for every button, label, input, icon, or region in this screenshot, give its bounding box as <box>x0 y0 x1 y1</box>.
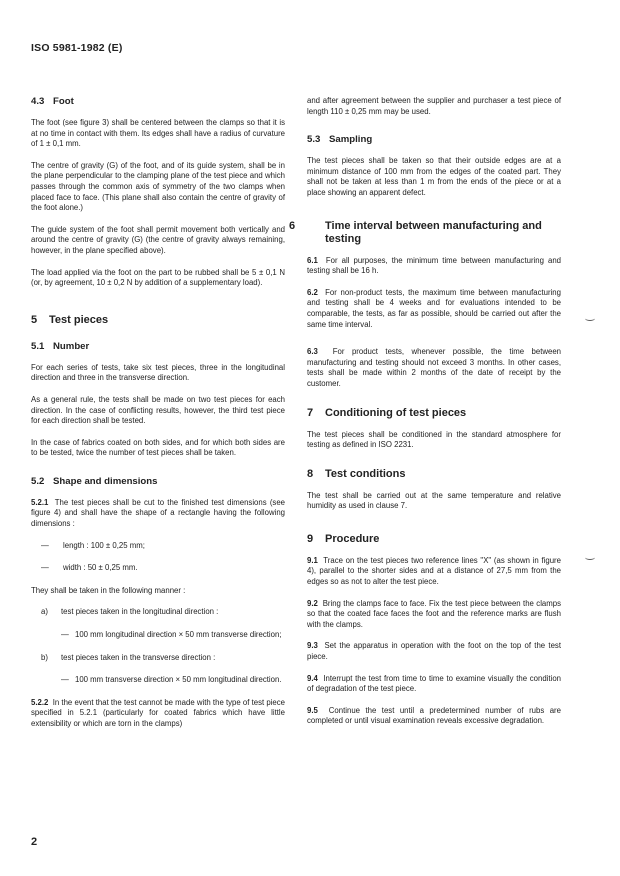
sub-item <box>31 675 285 686</box>
dash-bullet: — <box>41 540 49 550</box>
paragraph: The guide system of the foot shall permit movement both vertically and around the centre of gravity (G) (the centre of gravity always remaining, however, in the plane specified above). <box>31 224 285 255</box>
section-number: 4.3 <box>31 96 45 107</box>
section-7-heading <box>307 407 561 420</box>
clause-number: 6.3 <box>307 347 318 357</box>
paragraph: For each series of tests, take six test pieces, three in the longitudinal direction and three in the transverse direction. <box>31 362 285 383</box>
section-number: 8 <box>307 467 314 480</box>
section-4-3-heading <box>31 96 285 108</box>
section-number: 9 <box>307 532 314 545</box>
section-title: Procedure <box>325 532 380 545</box>
paragraph-5-2-1 <box>31 498 285 530</box>
section-number: 5 <box>31 313 38 326</box>
margin-mark <box>585 555 595 560</box>
paragraph-9-4 <box>307 674 561 695</box>
paragraph-9-1 <box>307 556 561 588</box>
clause-number: 9.4 <box>307 673 318 683</box>
section-8-heading <box>307 468 561 481</box>
clause-text: Interrupt the test from time to time to examine visually the condition of degradation of the test piece. <box>307 673 561 694</box>
paragraph: and after agreement between the supplier and purchaser a test piece of length 110 ± 0,25 mm may be used. <box>307 96 561 116</box>
clause-number: 9.1 <box>307 555 318 565</box>
section-6-heading <box>289 219 561 246</box>
section-number: 7 <box>307 406 314 419</box>
section-title: Test conditions <box>325 467 406 480</box>
paragraph: They shall be taken in the following manner : <box>31 585 186 595</box>
clause-number: 9.2 <box>307 598 318 608</box>
section-number: 6 <box>289 219 296 232</box>
section-5-heading <box>31 314 285 327</box>
clause-number: 5.2.2 <box>31 697 49 707</box>
dash-bullet: — <box>61 630 69 640</box>
dimension-item <box>31 541 285 552</box>
paragraph: The foot (see figure 3) shall be centered between the clamps so that it is at no time in contact with them. Its edges shall have a radius of curvature of 1 ± 0,1 mm. <box>31 118 285 149</box>
list-label: a) <box>41 607 48 617</box>
paragraph-9-5 <box>307 706 561 727</box>
list-label: b) <box>41 652 48 662</box>
paragraph-5-2-2 <box>31 698 285 730</box>
clause-text: Set the apparatus in operation with the foot on the top of the test piece. <box>307 641 561 662</box>
paragraph-6-1 <box>307 256 561 277</box>
list-text: test pieces taken in the transverse direction : <box>61 652 216 662</box>
section-title: Number <box>53 340 90 352</box>
clause-number: 9.3 <box>307 641 318 651</box>
paragraph: The test pieces shall be conditioned in the standard atmosphere for testing as defined in ISO 2231. <box>307 429 561 450</box>
sub-item-text: 100 mm transverse direction × 50 mm longitudinal direction. <box>75 675 282 685</box>
clause-text: For product tests, whenever possible, the time between manufacturing and testing should not exceed 3 months. In other cases, tests shall be made within 2 months of the date of receipt by the customer. <box>307 347 561 388</box>
clause-text: Continue the test until a predetermined number of rubs are completed or until visual examination reveals excessive degradation. <box>307 705 561 726</box>
clause-text: In the event that the test cannot be made with the type of test piece specified in 5.2.1 (particularly for coated fabrics which have little extensibility or which are torn in the clamps) <box>31 697 285 728</box>
section-5-1-heading <box>31 341 285 353</box>
section-title: Conditioning of test pieces <box>325 406 467 419</box>
paragraph-9-2 <box>307 599 561 631</box>
list-item-a <box>31 607 285 618</box>
clause-number: 5.2.1 <box>31 497 49 507</box>
clause-number: 6.2 <box>307 287 318 297</box>
section-5-3-heading <box>307 134 561 146</box>
dimension-text: length : 100 ± 0,25 mm; <box>63 540 145 550</box>
section-number: 5.1 <box>31 340 45 352</box>
section-title: Test pieces <box>49 313 109 326</box>
dimension-text: width : 50 ± 0,25 mm. <box>63 563 138 573</box>
section-title: Shape and dimensions <box>53 475 158 487</box>
clause-number: 9.5 <box>307 705 318 715</box>
list-text: test pieces taken in the longitudinal direction : <box>61 607 219 617</box>
section-title: Sampling <box>329 134 373 146</box>
sub-item-text: 100 mm longitudinal direction × 50 mm transverse direction; <box>75 630 282 640</box>
paragraph-6-2 <box>307 288 561 330</box>
paragraph: The load applied via the foot on the part to be rubbed shall be 5 ± 0,1 N (or, by agreement, 10 ± 0,2 N by addition of a supplementary load). <box>31 267 285 288</box>
paragraph: The test shall be carried out at the same temperature and relative humidity as used in clause 7. <box>307 490 561 511</box>
dash-bullet: — <box>41 563 49 573</box>
clause-text: Trace on the test pieces two reference lines "X" (as shown in figure 4), parallel to the shorter sides and at a distance of 27,5 mm from the edges so as not to alter the test piece. <box>307 555 561 587</box>
clause-text: For all purposes, the minimum time between manufacturing and testing shall be 16 h. <box>307 255 561 276</box>
document-header: ISO 5981-1982 (E) <box>31 42 123 54</box>
page-number: 2 <box>31 836 38 848</box>
list-item-b <box>31 653 285 664</box>
paragraph: In the case of fabrics coated on both sides, and for which both sides are to be tested, twice the number of test pieces shall be taken. <box>31 437 285 458</box>
paragraph-6-3 <box>307 347 561 389</box>
section-title: Time interval between manufacturing and testing <box>325 219 542 245</box>
section-title: Foot <box>53 96 74 107</box>
right-column <box>289 96 562 738</box>
clause-number: 6.1 <box>307 255 318 265</box>
left-column <box>31 96 285 741</box>
section-5-2-heading <box>31 476 285 488</box>
section-number: 5.2 <box>31 475 45 487</box>
paragraph-9-3 <box>307 641 561 662</box>
paragraph: The test pieces shall be taken so that their outside edges are at a minimum distance of 100 mm from the edges of the coated part. They shall not be taken at less than 1 m from the ends of the piece or at a place showing an apparent defect. <box>307 156 561 197</box>
paragraph: The centre of gravity (G) of the foot, and of its guide system, shall be in the plane perpendicular to the clamping plane of the test piece and which passes through the common axis of symmetry of the two clamps when placed face to face. (This plane shall also contain the centre of gravity of the foot alone.) <box>31 160 285 213</box>
clause-text: Bring the clamps face to face. Fix the test piece between the clamps so that the coated face faces the foot and the reference marks are flush with the clamps. <box>307 598 562 629</box>
dimension-item <box>31 563 285 574</box>
dash-bullet: — <box>61 675 69 685</box>
clause-text: The test pieces shall be cut to the finished test dimensions (see figure 4) and shall have the shape of a rectangle having the following dimensions : <box>31 497 285 529</box>
section-number: 5.3 <box>307 134 321 146</box>
sub-item <box>31 630 285 641</box>
paragraph: As a general rule, the tests shall be made on two test pieces for each direction. In the case of conflicting results, however, the third test piece for each direction shall be tested. <box>31 394 285 426</box>
margin-mark <box>585 316 595 321</box>
clause-text: For non-product tests, the maximum time between manufacturing and testing shall be 4 weeks and for evaluations intended to be comparable, the tests, as far as possible, should be carried out after the same time interval. <box>307 287 561 329</box>
section-9-heading <box>307 533 561 546</box>
